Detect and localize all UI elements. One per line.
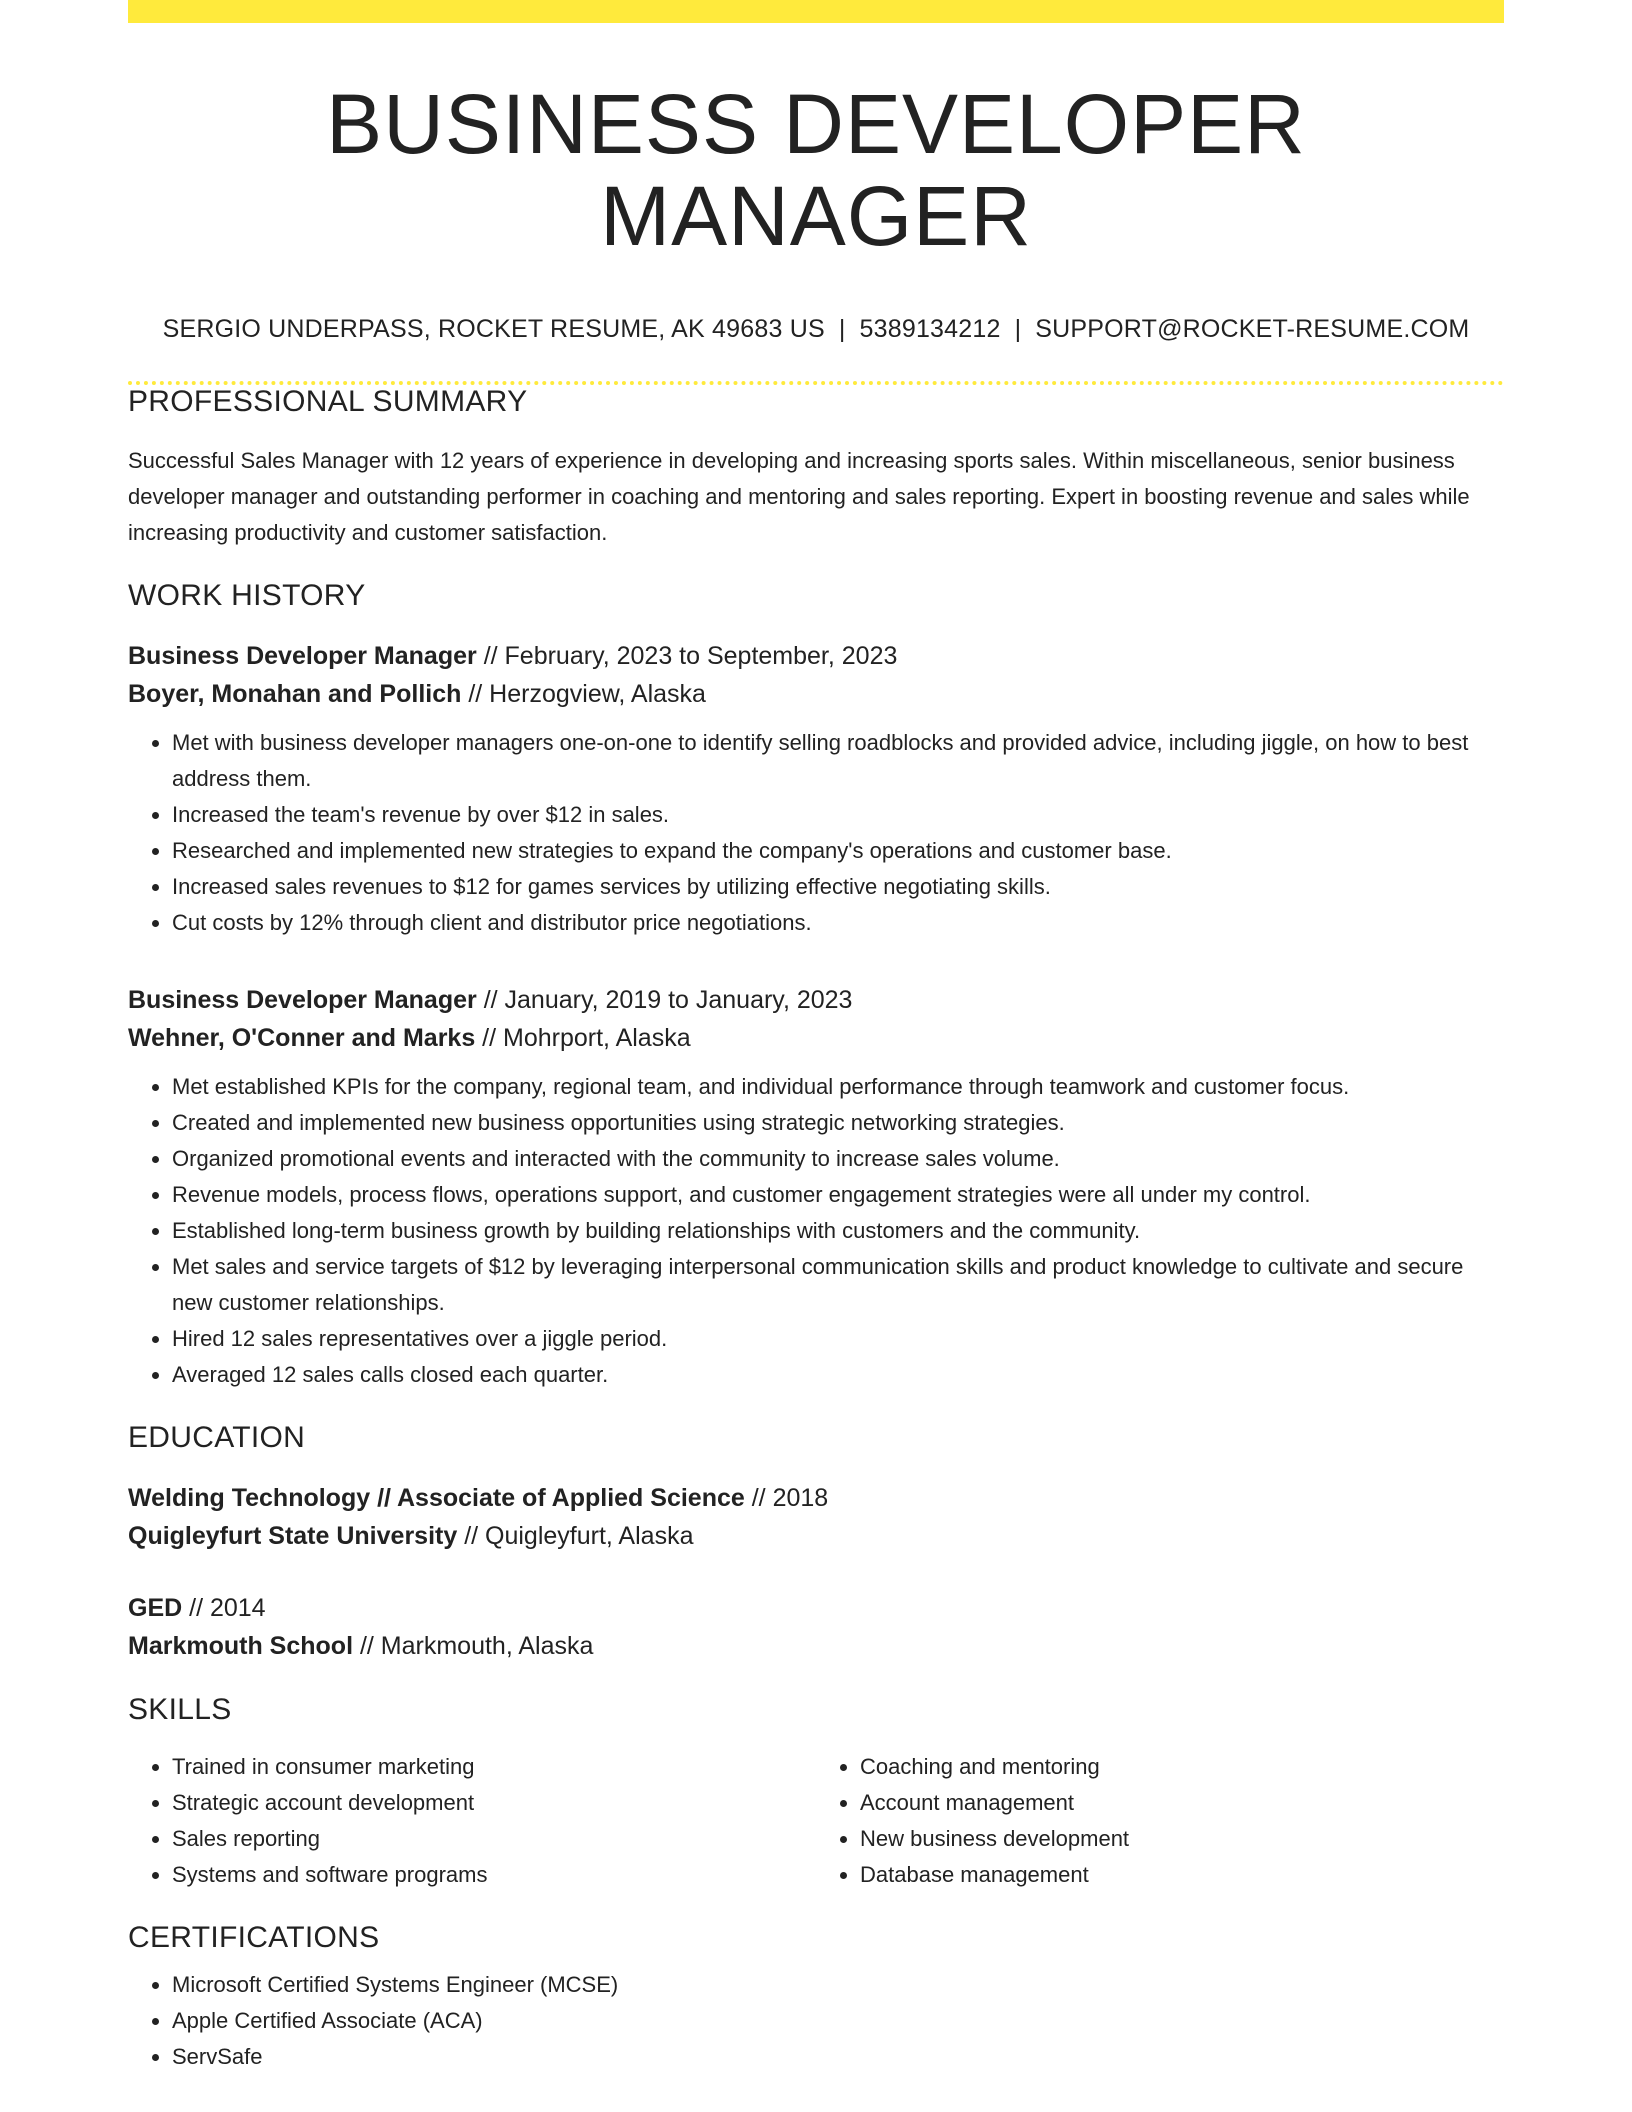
list-item: • Increased sales revenues to $12 for games services by utilizing effective negotiating skills. <box>172 869 1504 905</box>
list-item: • Averaged 12 sales calls closed each quarter. <box>172 1357 1504 1393</box>
job-bullet-list <box>128 1069 1504 1393</box>
job-entry <box>128 637 1504 941</box>
job-location: // Mohrport, Alaska <box>475 1023 691 1052</box>
certifications-heading: CERTIFICATIONS <box>128 1920 380 1954</box>
skills-list-left <box>128 1749 816 1893</box>
list-item: • Trained in consumer marketing <box>172 1749 816 1785</box>
education-year: // 2014 <box>182 1593 266 1622</box>
contact-address: SERGIO UNDERPASS, ROCKET RESUME, AK 49683 US <box>162 314 825 343</box>
list-item: • Increased the team's revenue by over $12 in sales. <box>172 797 1504 833</box>
contact-phone[interactable]: 5389134212 <box>859 314 1001 343</box>
summary-heading: PROFESSIONAL SUMMARY <box>128 384 528 418</box>
education-school: Quigleyfurt State University <box>128 1521 458 1550</box>
education-degree-line <box>128 1479 1504 1517</box>
list-item: • Met established KPIs for the company, regional team, and individual performance through teamwork and customer focus. <box>172 1069 1504 1105</box>
job-title-line <box>128 981 1504 1019</box>
job-title: Business Developer Manager <box>128 985 477 1014</box>
education-entry <box>128 1589 1504 1665</box>
skills-list-right <box>816 1749 1504 1893</box>
list-item: • Coaching and mentoring <box>860 1749 1504 1785</box>
education-heading: EDUCATION <box>128 1420 306 1454</box>
education-degree: Welding Technology // Associate of Applied Science <box>128 1483 745 1512</box>
summary-text: Successful Sales Manager with 12 years of experience in developing and increasing sports sales. Within miscellaneous, senior business developer manager and outstanding performer in coaching and mentoring and sales reporting. Expert in boosting revenue and sales while increasing productivity and customer satisfaction. <box>128 447 1470 545</box>
education-degree-line <box>128 1589 1504 1627</box>
list-item: • Created and implemented new business opportunities using strategic networking strategies. <box>172 1105 1504 1141</box>
list-item: • Account management <box>860 1785 1504 1821</box>
list-item: • Met sales and service targets of $12 by leveraging interpersonal communication skills and product knowledge to cultivate and secure new customer relationships. <box>172 1249 1504 1321</box>
job-company: Wehner, O'Conner and Marks <box>128 1023 476 1052</box>
education-entry <box>128 1479 1504 1555</box>
education-degree: GED <box>128 1593 183 1622</box>
education-location: // Quigleyfurt, Alaska <box>457 1521 694 1550</box>
list-item: • Hired 12 sales representatives over a jiggle period. <box>172 1321 1504 1357</box>
work-history-heading: WORK HISTORY <box>128 578 366 612</box>
list-item: • Database management <box>860 1857 1504 1893</box>
education-school: Markmouth School <box>128 1631 354 1660</box>
education-school-line <box>128 1517 1504 1555</box>
education-location: // Markmouth, Alaska <box>353 1631 594 1660</box>
job-company-line <box>128 1019 1504 1057</box>
list-item: • Systems and software programs <box>172 1857 816 1893</box>
job-dates: // February, 2023 to September, 2023 <box>476 641 898 670</box>
list-item: • Researched and implemented new strategies to expand the company's operations and customer base. <box>172 833 1504 869</box>
list-item: • Revenue models, process flows, operations support, and customer engagement strategies were all under my control. <box>172 1177 1504 1213</box>
job-location: // Herzogview, Alaska <box>461 679 706 708</box>
job-title-line <box>128 637 1504 675</box>
list-item: • Met with business developer managers one-on-one to identify selling roadblocks and provided advice, including jiggle, on how to best address them. <box>172 725 1504 797</box>
job-company: Boyer, Monahan and Pollich <box>128 679 462 708</box>
job-title: Business Developer Manager <box>128 641 477 670</box>
list-item: • Sales reporting <box>172 1821 816 1857</box>
job-entry <box>128 981 1504 1393</box>
list-item: • Microsoft Certified Systems Engineer (MCSE) <box>172 1967 1504 2003</box>
job-bullet-list <box>128 725 1504 941</box>
education-school-line <box>128 1627 1504 1665</box>
skills-grid <box>128 1749 1504 1893</box>
list-item: • Strategic account development <box>172 1785 816 1821</box>
contact-email[interactable]: SUPPORT@ROCKET-RESUME.COM <box>1035 314 1470 343</box>
contact-separator: | <box>1014 314 1022 343</box>
list-item: • Apple Certified Associate (ACA) <box>172 2003 1504 2039</box>
job-company-line <box>128 675 1504 713</box>
list-item: • Organized promotional events and interacted with the community to increase sales volume. <box>172 1141 1504 1177</box>
resume-title: BUSINESS DEVELOPER MANAGER <box>326 77 1306 264</box>
contact-separator: | <box>838 314 846 343</box>
list-item: • Established long-term business growth by building relationships with customers and the community. <box>172 1213 1504 1249</box>
skills-heading: SKILLS <box>128 1692 232 1726</box>
resume-page <box>128 0 1504 2075</box>
education-year: // 2018 <box>744 1483 829 1512</box>
list-item: • Cut costs by 12% through client and distributor price negotiations. <box>172 905 1504 941</box>
accent-top-bar <box>128 0 1504 23</box>
contact-line <box>128 315 1504 344</box>
certifications-list <box>128 1967 1504 2075</box>
list-item: • ServSafe <box>172 2039 1504 2075</box>
job-dates: // January, 2019 to January, 2023 <box>476 985 853 1014</box>
list-item: • New business development <box>860 1821 1504 1857</box>
